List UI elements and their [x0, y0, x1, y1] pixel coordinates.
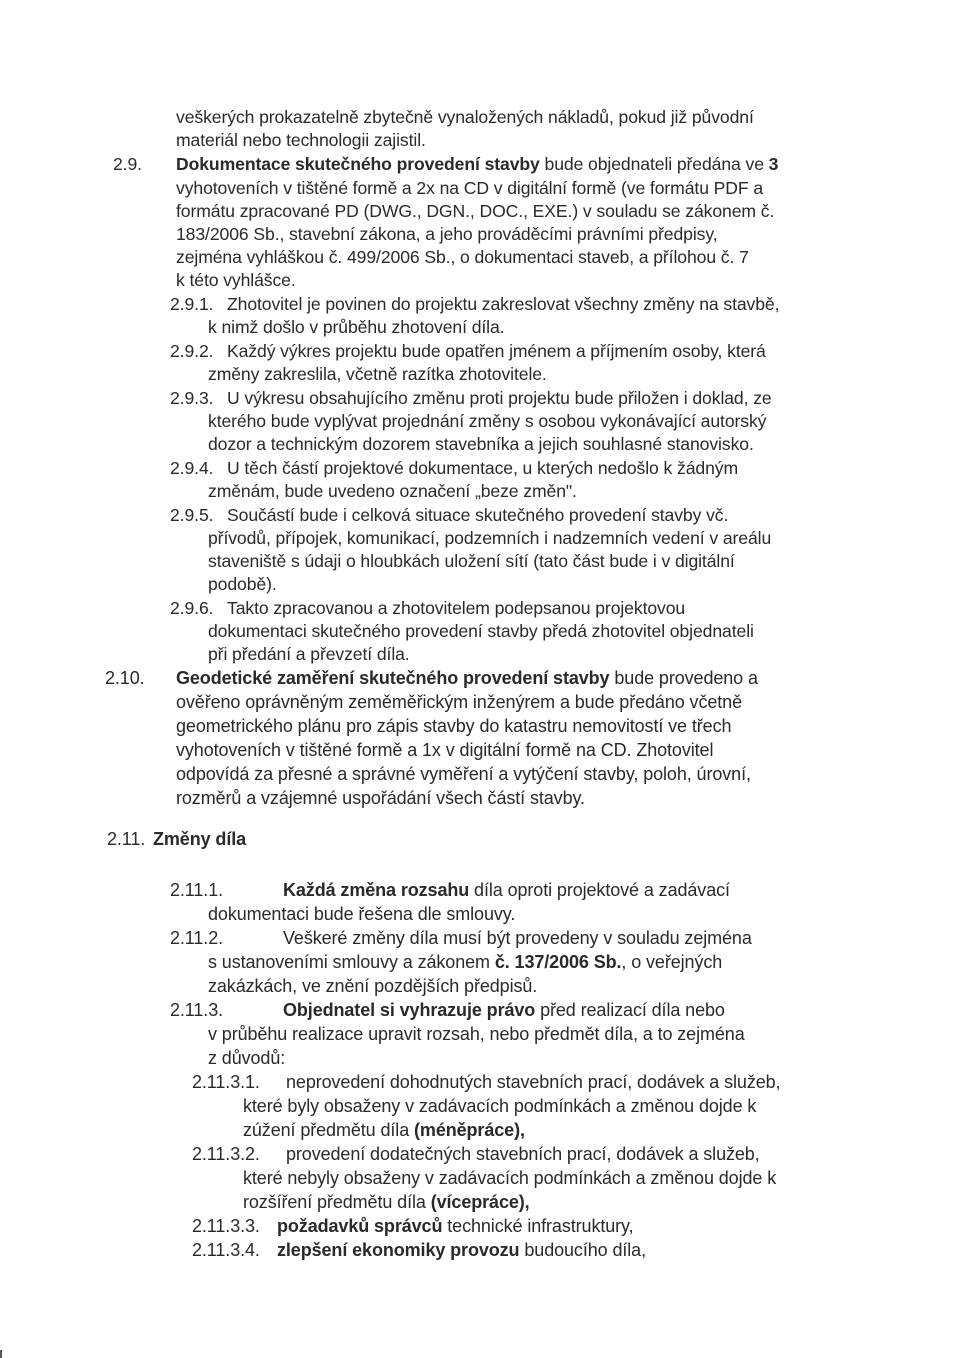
text-line: při předání a převzetí díla.	[208, 644, 410, 664]
section-2-9-number: 2.9.	[113, 154, 142, 174]
text-line: rozšíření předmětu díla (vícepráce),	[243, 1192, 530, 1212]
item-2-9-3-number: 2.9.3.	[170, 388, 214, 408]
text-line: veškerých prokazatelně zbytečně vynaložených nákladů, pokud již původní	[176, 107, 754, 127]
text-line: podobě).	[208, 574, 277, 594]
text-line: rozměrů a vzájemné uspořádání všech částí stavby.	[176, 788, 585, 808]
text-line: zúžení předmětu díla (méněpráce),	[243, 1120, 525, 1140]
text-line: dozor a technickým dozorem stavebníka a jejich souhlasné stanovisko.	[208, 434, 754, 454]
text-line: geometrického plánu pro zápis stavby do katastru nemovitostí ve třech	[176, 716, 732, 736]
text-line: vyhotoveních v tištěné formě a 1x v digitální formě na CD. Zhotovitel	[176, 740, 714, 760]
item-2-9-1-text: Zhotovitel je povinen do projektu zakreslovat všechny změny na stavbě,	[227, 294, 780, 314]
item-2-9-5-text: Součástí bude i celková situace skutečného provedení stavby vč.	[227, 505, 729, 525]
text-line: změny zakreslila, včetně razítka zhotovitele.	[208, 364, 547, 384]
item-2-11-1-text: Každá změna rozsahu díla oproti projektové a zadávací	[283, 880, 730, 900]
item-2-9-2-number: 2.9.2.	[170, 341, 214, 361]
section-2-11-number: 2.11.	[107, 829, 146, 849]
text-line: odpovídá za přesné a správné vyměření a vytýčení stavby, poloh, úrovní,	[176, 764, 751, 784]
text-line: které nebyly obsaženy v zadávacích podmínkách a změnou dojde k	[243, 1168, 777, 1188]
item-2-11-3-4-text: zlepšení ekonomiky provozu budoucího díla,	[277, 1240, 646, 1260]
text-line: zejména vyhláškou č. 499/2006 Sb., o dokumentaci staveb, a přílohou č. 7	[176, 247, 749, 267]
item-2-11-2-number: 2.11.2.	[170, 928, 224, 948]
item-2-9-2-text: Každý výkres projektu bude opatřen jménem a příjmením osoby, která	[227, 341, 766, 361]
text-line: materiál nebo technologii zajistil.	[176, 130, 426, 150]
text-line: dokumentaci skutečného provedení stavby předá zhotovitel objednateli	[208, 621, 754, 641]
text-line: které byly obsaženy v zadávacích podmínkách a změnou dojde k	[243, 1096, 757, 1116]
item-2-11-3-2-number: 2.11.3.2.	[192, 1144, 260, 1164]
text-line: zakázkách, ve znění pozdějších předpisů.	[208, 976, 538, 996]
item-2-11-3-3-text: požadavků správců technické infrastruktury,	[277, 1216, 634, 1236]
scan-edge-mark	[0, 1350, 2, 1358]
item-2-9-5-number: 2.9.5.	[170, 505, 214, 525]
item-2-9-1-number: 2.9.1.	[170, 294, 214, 314]
text-line: v průběhu realizace upravit rozsah, nebo předmět díla, a to zejména	[208, 1024, 745, 1044]
item-2-9-3-text: U výkresu obsahujícího změnu proti projektu bude přiložen i doklad, ze	[227, 388, 772, 408]
text-line: změnám, bude uvedeno označení „beze změn".	[208, 481, 577, 501]
item-2-11-3-number: 2.11.3.	[170, 1000, 224, 1020]
text-line: formátu zpracované PD (DWG., DGN., DOC., EXE.) v souladu se zákonem č.	[176, 201, 775, 221]
section-2-11-heading: Změny díla	[153, 829, 247, 849]
text-line: staveniště s údaji o hloubkách uložení sítí (tato část bude i v digitální	[208, 551, 735, 571]
text-line: k nimž došlo v průběhu zhotovení díla.	[208, 317, 505, 337]
item-2-11-1-number: 2.11.1.	[170, 880, 224, 900]
item-2-11-3-4-number: 2.11.3.4.	[192, 1240, 260, 1260]
text-line: k této vyhlášce.	[176, 270, 296, 290]
section-2-10-heading: Geodetické zaměření skutečného provedení stavby bude provedeno a	[176, 668, 758, 688]
section-2-9-heading: Dokumentace skutečného provedení stavby bude objednateli předána ve 3	[176, 154, 779, 174]
text-line: vyhotoveních v tištěné formě a 2x na CD v digitální formě (ve formátu PDF a	[176, 178, 764, 198]
text-line: s ustanoveními smlouvy a zákonem č. 137/2006 Sb., o veřejných	[208, 952, 723, 972]
text-line: dokumentaci bude řešena dle smlouvy.	[208, 904, 516, 924]
item-2-11-3-1-text: neprovedení dohodnutých stavebních prací, dodávek a služeb,	[286, 1072, 781, 1092]
item-2-9-4-text: U těch částí projektové dokumentace, u kterých nedošlo k žádným	[227, 458, 739, 478]
text-line: přívodů, přípojek, komunikací, podzemních i nadzemních vedení v areálu	[208, 528, 772, 548]
item-2-11-2-text: Veškeré změny díla musí být provedeny v souladu zejména	[283, 928, 752, 948]
item-2-11-3-2-text: provedení dodatečných stavebních prací, dodávek a služeb,	[286, 1144, 760, 1164]
text-line: z důvodů:	[208, 1048, 286, 1068]
item-2-11-3-3-number: 2.11.3.3.	[192, 1216, 260, 1236]
text-line: 183/2006 Sb., stavební zákona, a jeho prováděcími právními předpisy,	[176, 224, 718, 244]
section-2-10-number: 2.10.	[105, 668, 145, 688]
text-line: kterého bude vyplývat projednání změny s osobou vykonávající autorský	[208, 411, 767, 431]
item-2-11-3-1-number: 2.11.3.1.	[192, 1072, 260, 1092]
item-2-9-4-number: 2.9.4.	[170, 458, 214, 478]
text-line: ověřeno oprávněným zeměměřickým inženýrem a bude předáno včetně	[176, 692, 742, 712]
item-2-9-6-number: 2.9.6.	[170, 598, 214, 618]
item-2-9-6-text: Takto zpracovanou a zhotovitelem podepsanou projektovou	[227, 598, 686, 618]
item-2-11-3-text: Objednatel si vyhrazuje právo před realizací díla nebo	[283, 1000, 725, 1020]
